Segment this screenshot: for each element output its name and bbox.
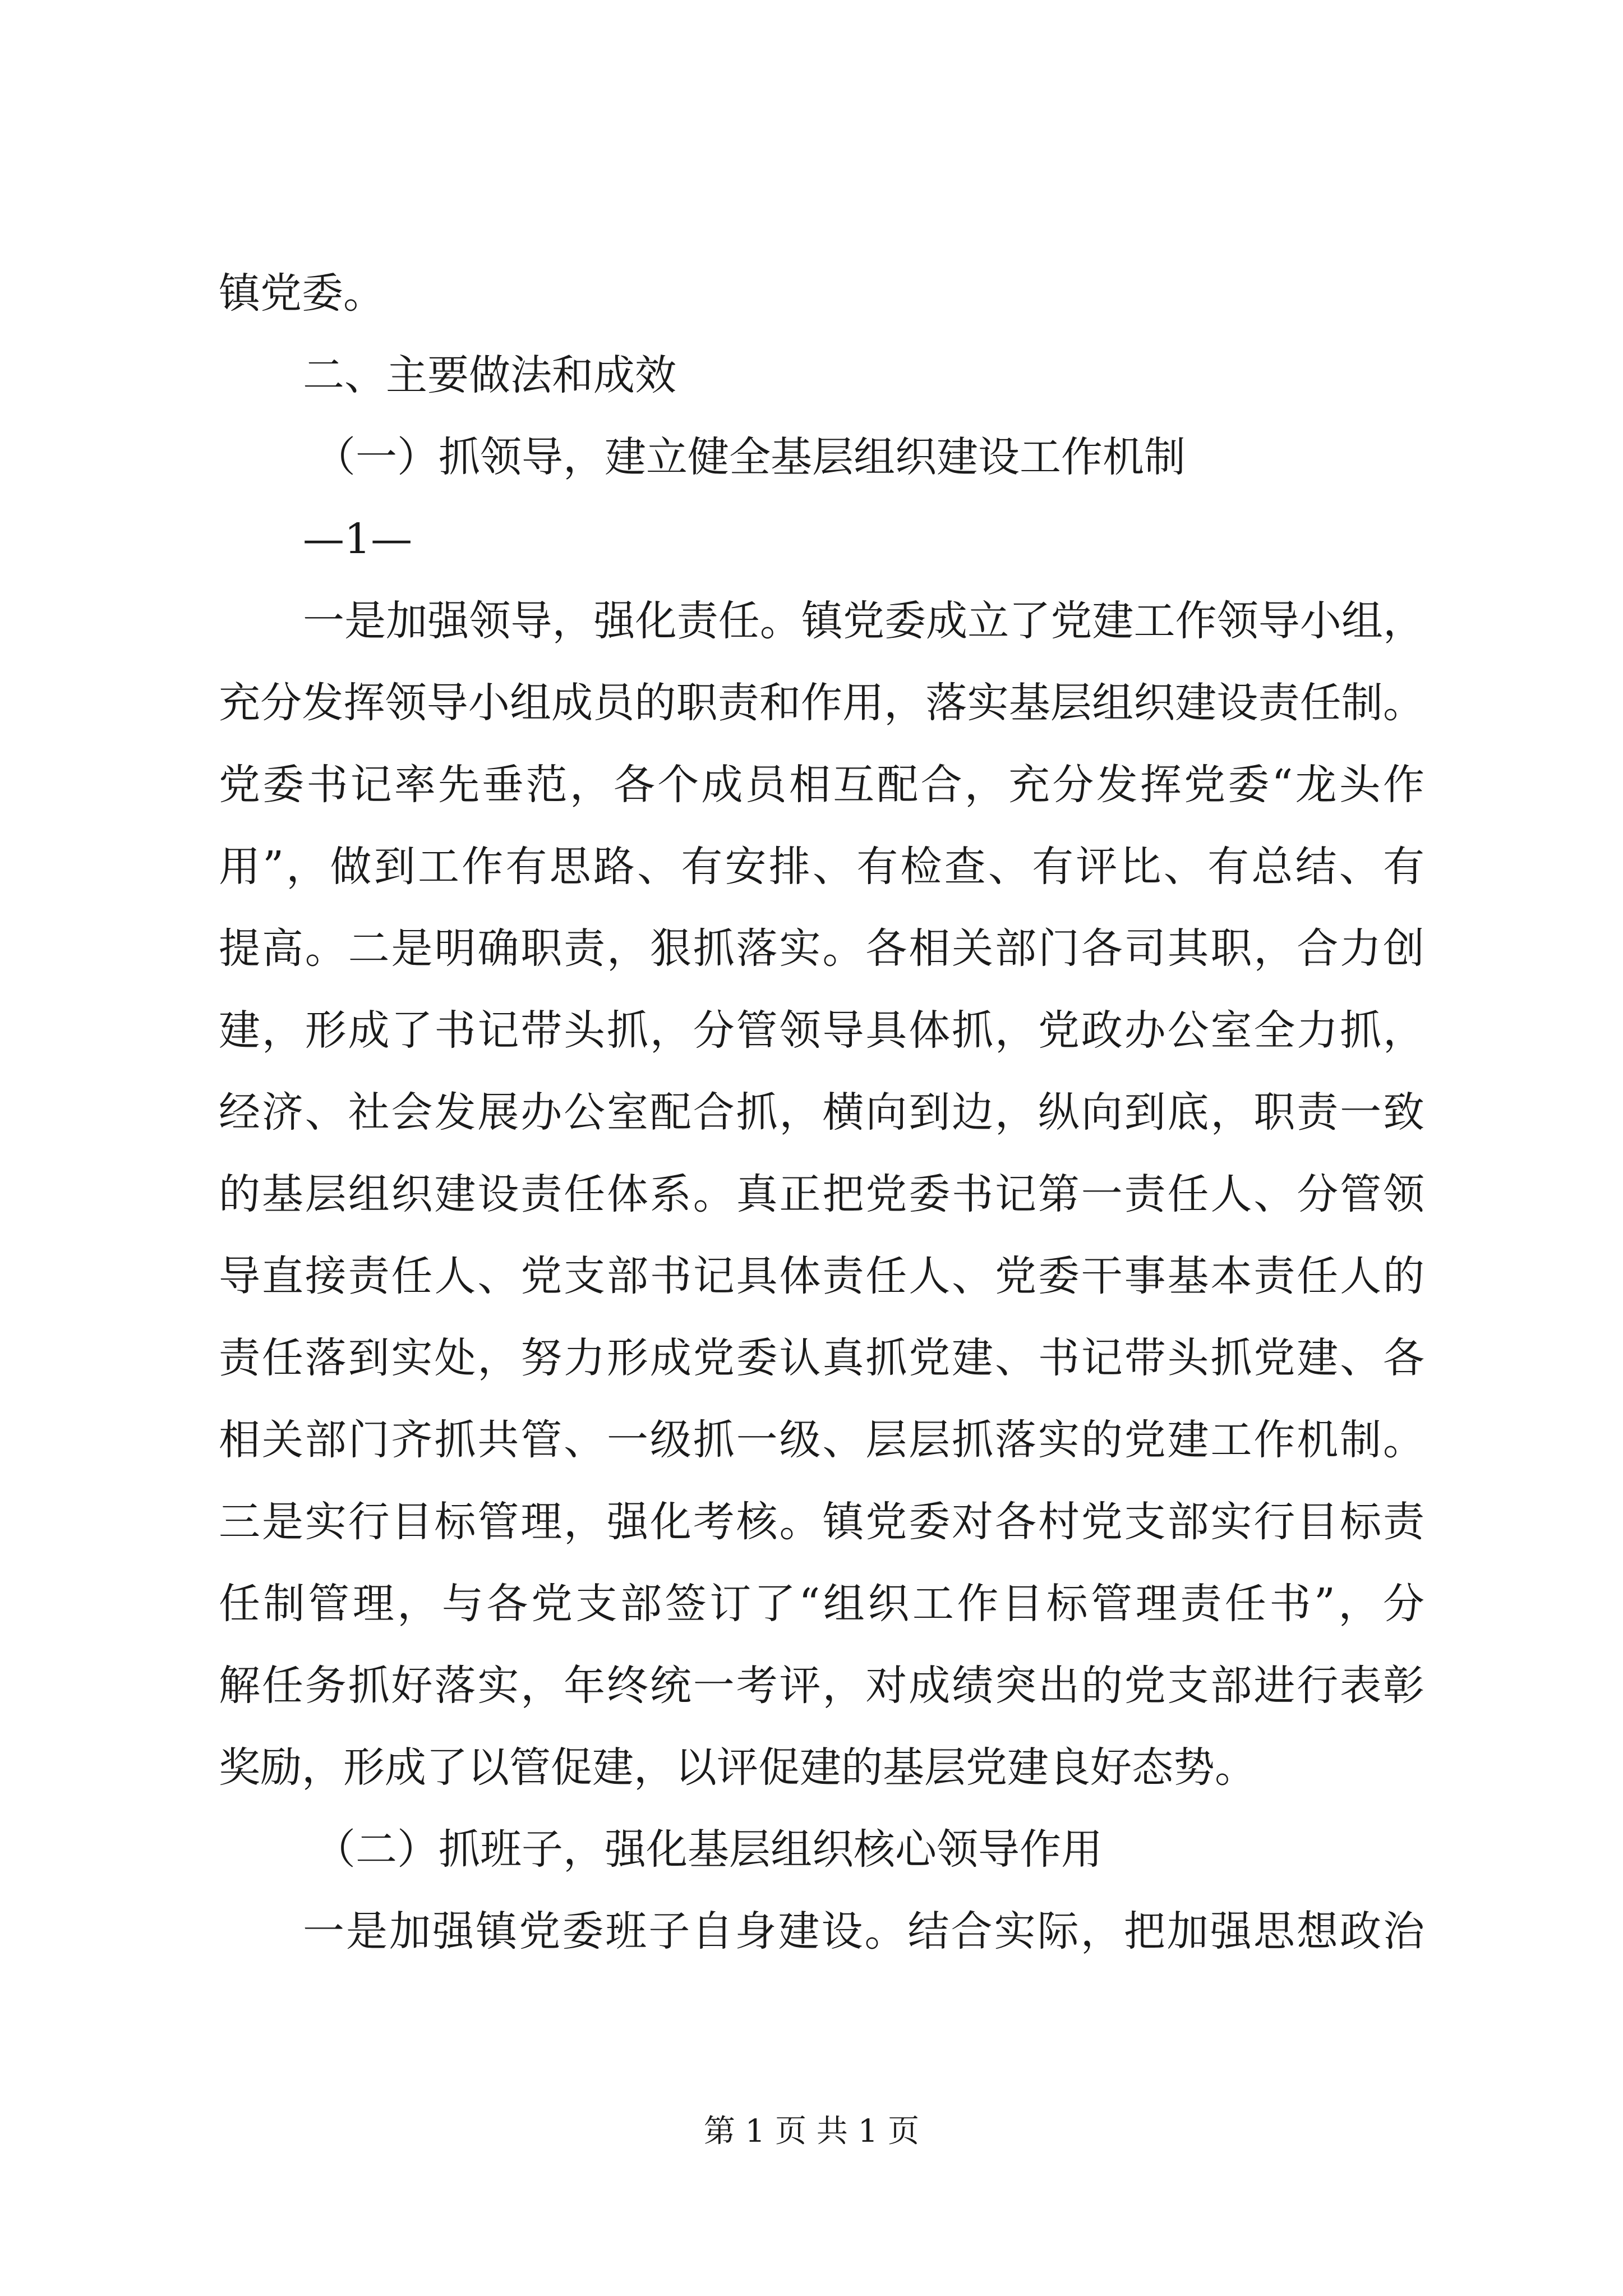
paragraph-line: 任制管理，与各党支部签订了“组织工作目标管理责任书”，分 xyxy=(219,1580,1424,1628)
paragraph-line: 的基层组织建设责任体系。真正把党委书记第一责任人、分管领 xyxy=(219,1170,1424,1218)
paragraph-line: 用”，做到工作有思路、有安排、有检查、有评比、有总结、有 xyxy=(219,843,1424,891)
paragraph-line: 三是实行目标管理，强化考核。镇党委对各村党支部实行目标责 xyxy=(219,1498,1424,1546)
paragraph-line: 建，形成了书记带头抓，分管领导具体抓，党政办公室全力抓， xyxy=(219,1006,1424,1055)
paragraph-line: 经济、社会发展办公室配合抓，横向到边，纵向到底，职责一致 xyxy=(219,1088,1424,1137)
paragraph-line: 一是加强镇党委班子自身建设。结合实际，把加强思想政治 xyxy=(303,1907,1424,1955)
paragraph-line: 责任落到实处，努力形成党委认真抓党建、书记带头抓党建、各 xyxy=(219,1334,1424,1382)
paragraph-line: 导直接责任人、党支部书记具体责任人、党委干事基本责任人的 xyxy=(219,1252,1424,1300)
paragraph-line: 镇党委。 xyxy=(219,269,385,318)
paragraph-line: 提高。二是明确职责，狠抓落实。各相关部门各司其职，合力创 xyxy=(219,924,1424,973)
subsection-heading: （二）抓班子，强化基层组织核心领导作用 xyxy=(314,1825,1103,1874)
page-number-marker: —1— xyxy=(303,515,413,563)
section-heading: 二、主要做法和成效 xyxy=(303,351,676,399)
subsection-heading: （一）抓领导，建立健全基层组织建设工作机制 xyxy=(314,433,1186,481)
paragraph-line: 解任务抓好落实，年终统一考评，对成绩突出的党支部进行表彰 xyxy=(219,1662,1424,1710)
paragraph-line: 党委书记率先垂范，各个成员相互配合，充分发挥党委“龙头作 xyxy=(219,761,1424,809)
paragraph-line: 充分发挥领导小组成员的职责和作用，落实基层组织建设责任制。 xyxy=(219,679,1424,727)
page-footer: 第 1 页 共 1 页 xyxy=(703,2113,920,2150)
paragraph-line: 奖励，形成了以管促建，以评促建的基层党建良好态势。 xyxy=(219,1743,1256,1792)
paragraph-line: 相关部门齐抓共管、一级抓一级、层层抓落实的党建工作机制。 xyxy=(219,1416,1424,1464)
paragraph-line: 一是加强领导，强化责任。镇党委成立了党建工作领导小组， xyxy=(303,597,1424,645)
document-body xyxy=(219,252,1424,1972)
